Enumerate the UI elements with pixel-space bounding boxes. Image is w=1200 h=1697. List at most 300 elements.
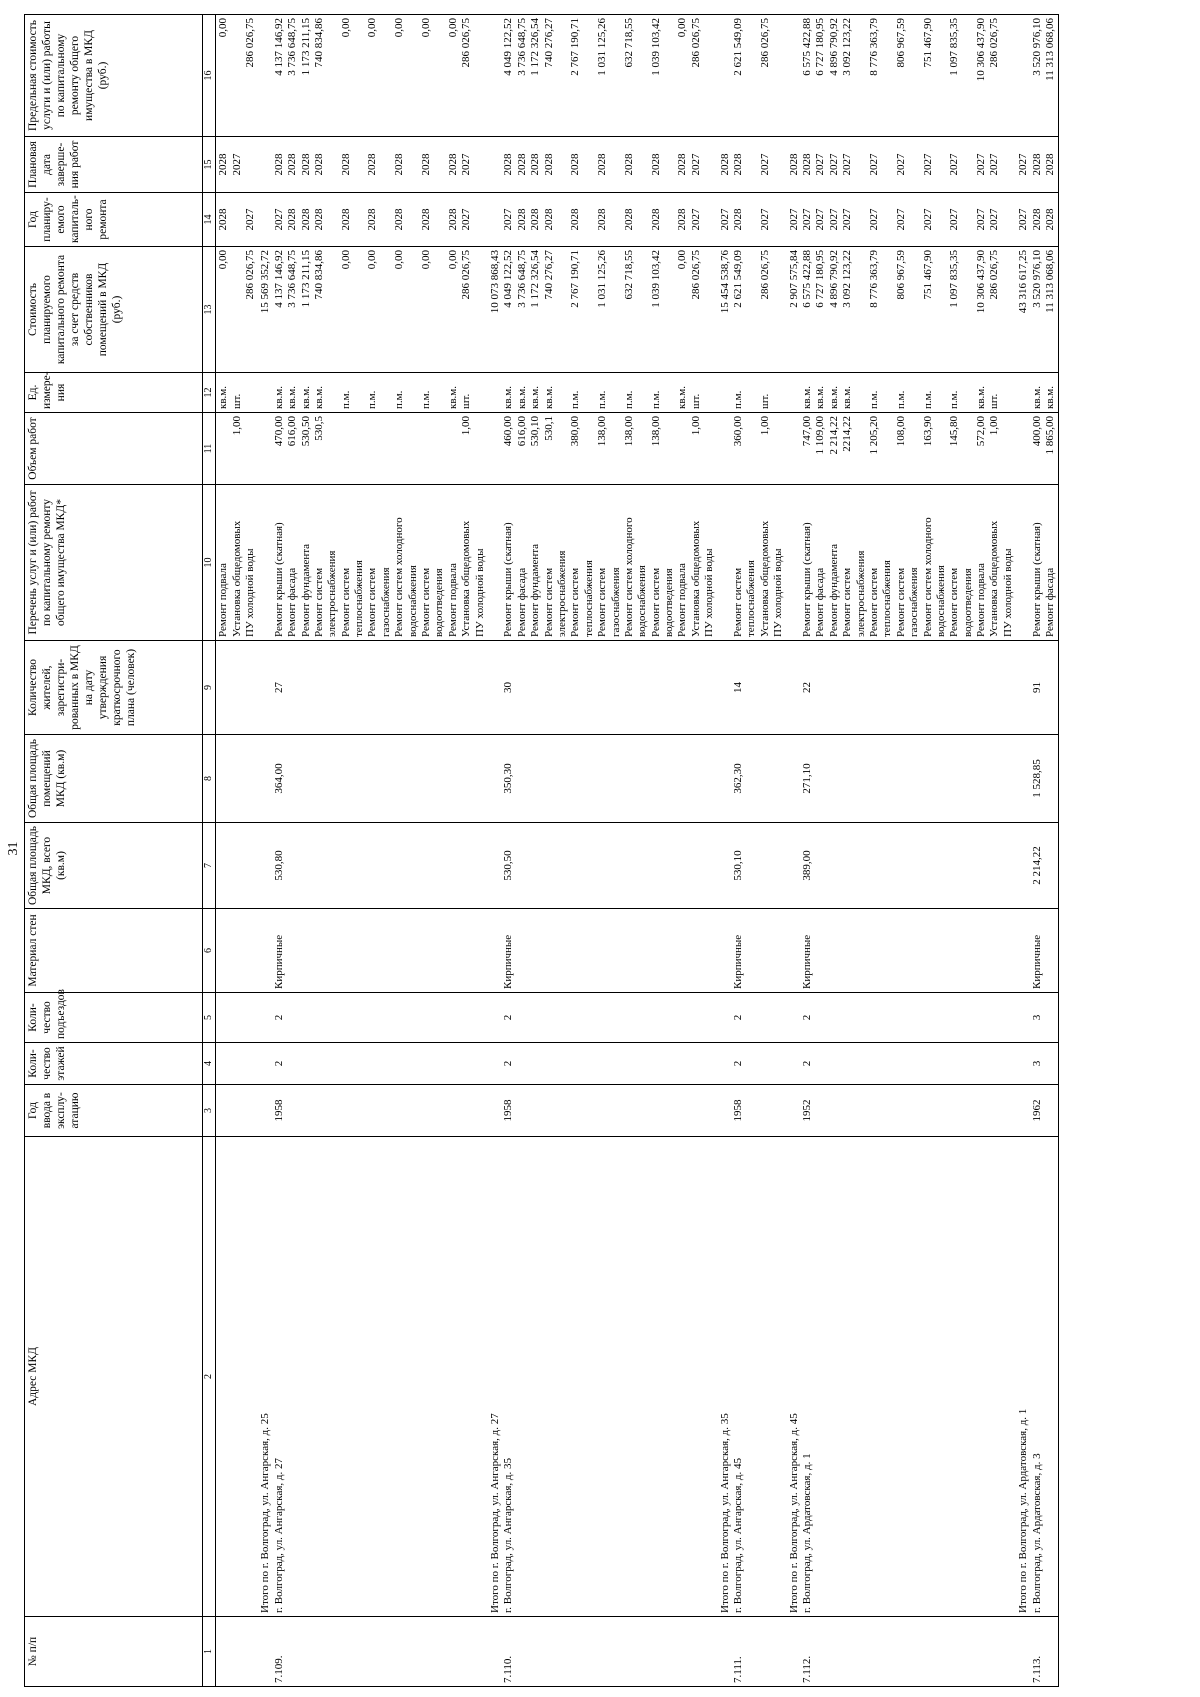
build-year-line xyxy=(407,1088,420,1133)
build-year-line xyxy=(650,1088,663,1133)
work-volume: 1 865,00 xyxy=(1044,416,1057,455)
planned-cost: 0,00 xyxy=(676,250,689,270)
repair-year xyxy=(489,196,502,243)
work-item: Ремонт систем xyxy=(841,567,854,637)
residents-cell xyxy=(216,641,259,735)
column-header: Год планиру-емого капиталь-ного ремонта xyxy=(25,193,203,247)
residents-line xyxy=(948,644,961,731)
work-volume: 530,1 xyxy=(542,416,555,441)
repair-year: 2027 xyxy=(841,208,854,231)
repair-year: 2028 xyxy=(366,208,379,231)
completion-year: 2028 xyxy=(502,153,515,176)
max-cost: 740 834,86 xyxy=(312,18,325,68)
repair-year-cell xyxy=(787,193,1017,247)
completion-year: 2028 xyxy=(622,153,635,176)
completion-year: 2028 xyxy=(529,153,542,176)
row-number-line xyxy=(772,1620,785,1683)
premises-area-line xyxy=(935,738,948,819)
floors-cell xyxy=(1016,1043,1059,1085)
column-number: 5 xyxy=(203,993,216,1043)
premises-area-line xyxy=(962,738,975,819)
work-item: Ремонт систем xyxy=(732,567,745,637)
max-cost: 2 621 549,09 xyxy=(732,18,745,76)
row-number-line xyxy=(935,1620,948,1683)
planned-cost xyxy=(231,250,244,369)
max-cost: 4 137 146,92 xyxy=(272,18,285,76)
build-year-line xyxy=(583,1088,596,1133)
premises-area-line xyxy=(569,738,582,819)
work-item: Ремонт крыши (скатная) xyxy=(502,522,515,637)
build-year-line xyxy=(841,1088,854,1133)
floors-line xyxy=(868,1046,881,1081)
build-year-line xyxy=(313,1088,326,1133)
total-area-line xyxy=(1044,826,1057,905)
row-number-line xyxy=(244,1620,257,1683)
total-area-line xyxy=(922,826,935,905)
premises-area-line xyxy=(353,738,366,819)
wall-material-line xyxy=(948,912,961,989)
wall-material-line xyxy=(663,912,676,989)
entrances-line: 2 xyxy=(272,1014,285,1021)
total-area-line xyxy=(962,826,975,905)
completion-year-cell xyxy=(1016,137,1059,193)
premises-area-line xyxy=(340,738,353,819)
premises-area-cell xyxy=(258,735,488,823)
repair-year: 2027 xyxy=(758,208,771,231)
premises-area-line xyxy=(828,738,841,819)
total-area-line xyxy=(908,826,921,905)
work-unit: кв.м. xyxy=(1044,386,1057,409)
max-cost xyxy=(772,18,785,133)
wall-material-cell xyxy=(258,909,488,993)
max-cost xyxy=(259,18,272,133)
premises-area-line xyxy=(366,738,379,819)
entrances-line xyxy=(529,996,542,1039)
work-volume xyxy=(1017,416,1030,481)
row-number-line xyxy=(366,1620,379,1683)
max-cost-cell xyxy=(488,15,718,137)
premises-area-line: 364,00 xyxy=(272,763,285,794)
planned-cost: 1 039 103,42 xyxy=(649,250,662,308)
work-volume: 2214,22 xyxy=(841,416,854,452)
work-unit xyxy=(610,376,623,409)
floors-line xyxy=(489,1046,502,1081)
floors-line xyxy=(841,1046,854,1081)
planned-cost: 1 097 835,35 xyxy=(948,250,961,308)
planned-cost xyxy=(326,250,339,369)
completion-year: 2027 xyxy=(814,153,827,176)
max-cost: 3 736 648,75 xyxy=(286,18,299,76)
premises-area-line xyxy=(433,738,446,819)
work-item: Установка общедомовых xyxy=(460,520,473,637)
work-volume xyxy=(745,416,758,481)
row-number-line xyxy=(828,1620,841,1683)
planned-cost xyxy=(703,250,716,369)
build-year-cell xyxy=(787,1085,1017,1137)
total-area-line xyxy=(975,826,988,905)
work-item xyxy=(719,488,732,637)
repair-plan-table xyxy=(24,14,1059,1687)
wall-material-line: Кирпичные xyxy=(800,934,813,989)
residents-line xyxy=(745,644,758,731)
repair-year: 2028 xyxy=(515,208,528,231)
wall-material-line xyxy=(759,912,772,989)
work-unit xyxy=(855,376,868,409)
residents-line xyxy=(460,644,473,731)
work-unit xyxy=(380,376,393,409)
column-header: Коли-чество подъездов xyxy=(25,993,203,1043)
entrances-line xyxy=(583,996,596,1039)
table-body xyxy=(216,15,1059,1687)
total-area-cell xyxy=(216,823,259,909)
completion-year-cell xyxy=(488,137,718,193)
work-item: газоснабжения xyxy=(609,567,622,637)
planned-cost: 6 727 180,95 xyxy=(814,250,827,308)
completion-year xyxy=(583,140,596,189)
work-unit: кв.м. xyxy=(272,386,285,409)
total-area-line xyxy=(259,826,272,905)
max-cost: 1 097 835,35 xyxy=(948,18,961,76)
completion-year: 2027 xyxy=(689,153,702,176)
floors-line xyxy=(759,1046,772,1081)
work-volume: 530,50 xyxy=(299,416,312,447)
planned-cost xyxy=(610,250,623,369)
residents-line xyxy=(610,644,623,731)
repair-year xyxy=(703,196,716,243)
column-header: Объем работ xyxy=(25,413,203,485)
floors-line xyxy=(340,1046,353,1081)
premises-area-line xyxy=(1044,738,1057,819)
premises-area-line xyxy=(326,738,339,819)
repair-year xyxy=(855,196,868,243)
wall-material-line xyxy=(610,912,623,989)
work-item: Ремонт фасада xyxy=(1044,567,1057,637)
work-unit: п.м. xyxy=(420,390,433,409)
wall-material-cell xyxy=(216,909,259,993)
work-item: Ремонт фундамента xyxy=(529,543,542,637)
work-volume: 1,00 xyxy=(988,416,1001,436)
work-unit xyxy=(719,376,732,409)
entrances-line xyxy=(772,996,785,1039)
completion-year: 2028 xyxy=(420,153,433,176)
entrances-line xyxy=(759,996,772,1039)
total-area-line xyxy=(650,826,663,905)
planned-cost: 4 896 790,92 xyxy=(827,250,840,308)
floors-line xyxy=(516,1046,529,1081)
residents-line: 91 xyxy=(1030,682,1043,693)
planned-cost: 10 073 868,43 xyxy=(489,250,501,314)
max-cost: 10 306 437,90 xyxy=(975,18,988,82)
repair-year xyxy=(610,196,623,243)
residents-line xyxy=(543,644,556,731)
wall-material-line xyxy=(353,912,366,989)
work-volume xyxy=(433,416,446,481)
work-item: Ремонт крыши (скатная) xyxy=(272,522,285,637)
repair-year xyxy=(1002,196,1015,243)
wall-material-line xyxy=(583,912,596,989)
wall-material-line xyxy=(908,912,921,989)
total-area-line xyxy=(380,826,393,905)
work-unit-cell xyxy=(488,373,718,413)
total-area-cell xyxy=(787,823,1017,909)
completion-year xyxy=(489,140,502,189)
entrances-line xyxy=(596,996,609,1039)
work-volume xyxy=(393,416,406,481)
residents-line xyxy=(690,644,703,731)
entrances-line xyxy=(962,996,975,1039)
completion-year xyxy=(855,140,868,189)
work-unit xyxy=(583,376,596,409)
residents-line xyxy=(828,644,841,731)
column-header: Общая площадь МКД, всего (кв.м) xyxy=(25,823,203,909)
work-volume-cell xyxy=(258,413,488,485)
max-cost xyxy=(663,18,676,133)
floors-line xyxy=(326,1046,339,1081)
work-volume xyxy=(340,416,353,481)
work-item: теплоснабжения xyxy=(582,560,595,637)
max-cost xyxy=(962,18,975,133)
entrances-line xyxy=(393,996,406,1039)
work-item: электроснабжения xyxy=(326,550,339,637)
work-item: газоснабжения xyxy=(908,567,921,637)
work-unit: п.м. xyxy=(649,390,662,409)
page-number: 31 xyxy=(6,841,21,856)
build-year-line xyxy=(663,1088,676,1133)
work-item-cell xyxy=(1016,485,1059,641)
wall-material-line xyxy=(569,912,582,989)
work-unit: п.м. xyxy=(867,390,880,409)
premises-area-cell xyxy=(488,735,718,823)
entrances-line xyxy=(516,996,529,1039)
residents-cell xyxy=(1016,641,1059,735)
max-cost xyxy=(583,18,596,133)
work-volume xyxy=(703,416,716,481)
entrances-line: 2 xyxy=(800,1014,813,1021)
premises-area-line xyxy=(908,738,921,819)
max-cost xyxy=(474,18,487,133)
completion-year: 2027 xyxy=(988,153,1001,176)
max-cost xyxy=(636,18,649,133)
completion-year xyxy=(772,140,785,189)
repair-year: 2027 xyxy=(975,208,988,231)
floors-line xyxy=(286,1046,299,1081)
build-year-line xyxy=(788,1088,801,1133)
planned-cost: 1 173 211,15 xyxy=(299,250,312,308)
residents-line xyxy=(596,644,609,731)
build-year-line xyxy=(474,1088,487,1133)
total-area-line xyxy=(814,826,827,905)
column-number: 4 xyxy=(203,1043,216,1085)
entrances-line xyxy=(326,996,339,1039)
floors-line xyxy=(719,1046,732,1081)
planned-cost: 3 736 648,75 xyxy=(515,250,528,308)
work-volume xyxy=(447,416,460,481)
max-cost-cell xyxy=(258,15,488,137)
build-year-line xyxy=(636,1088,649,1133)
repair-year: 2028 xyxy=(622,208,635,231)
work-volume xyxy=(663,416,676,481)
max-cost: 1 039 103,42 xyxy=(649,18,662,76)
planned-cost: 4 049 122,52 xyxy=(502,250,515,308)
work-volume xyxy=(855,416,868,481)
premises-area-line xyxy=(772,738,785,819)
work-volume-cell xyxy=(1016,413,1059,485)
premises-area-line xyxy=(529,738,542,819)
wall-material-line xyxy=(489,912,502,989)
entrances-line xyxy=(703,996,716,1039)
total-area-line xyxy=(690,826,703,905)
max-cost: 286 026,75 xyxy=(758,18,771,68)
work-volume: 163,90 xyxy=(921,416,934,447)
build-year-line xyxy=(881,1088,894,1133)
planned-cost-cell xyxy=(488,247,718,373)
repair-year: 2027 xyxy=(787,208,800,231)
work-item: Установка общедомовых xyxy=(689,520,702,637)
total-area-line xyxy=(489,826,502,905)
total-area-line: 530,50 xyxy=(502,850,515,881)
work-item-cell xyxy=(216,485,259,641)
work-unit: шт. xyxy=(758,393,771,409)
total-area-line: 530,80 xyxy=(272,850,285,881)
address-line: Итого по г. Волгоград, ул. Ангарская, д. 35 xyxy=(718,1413,731,1613)
entrances-line xyxy=(300,996,313,1039)
address-line: Итого по г. Волгоград, ул. Ардатовская, д. 1 xyxy=(1017,1408,1030,1613)
repair-year: 2028 xyxy=(1044,208,1057,231)
total-area-line xyxy=(788,826,801,905)
max-cost xyxy=(855,18,868,133)
premises-area-line xyxy=(474,738,487,819)
address-cell xyxy=(718,1137,787,1617)
completion-year: 2028 xyxy=(649,153,662,176)
wall-material-line xyxy=(326,912,339,989)
work-volume: 108,00 xyxy=(894,416,907,447)
row-number-line xyxy=(340,1620,353,1683)
work-volume: 530,10 xyxy=(529,416,542,447)
repair-year: 2027 xyxy=(827,208,840,231)
completion-year: 2027 xyxy=(921,153,934,176)
residents-line xyxy=(420,644,433,731)
max-cost: 6 727 180,95 xyxy=(814,18,827,76)
work-unit xyxy=(556,376,569,409)
total-area-line xyxy=(719,826,732,905)
max-cost xyxy=(407,18,420,133)
total-area-line xyxy=(855,826,868,905)
residents-line xyxy=(1017,644,1030,731)
max-cost: 0,00 xyxy=(339,18,352,38)
floors-line xyxy=(543,1046,556,1081)
floors-line: 2 xyxy=(272,1060,285,1067)
repair-year xyxy=(583,196,596,243)
floors-line: 3 xyxy=(1030,1060,1043,1067)
total-area-line xyxy=(244,826,257,905)
column-header: Стоимость планируемого капитального ремонта за счет средств собственников помещений в МКД (руб.) xyxy=(25,247,203,373)
build-year-line xyxy=(420,1088,433,1133)
premises-area-line xyxy=(543,738,556,819)
row-number-line xyxy=(745,1620,758,1683)
residents-line xyxy=(663,644,676,731)
max-cost xyxy=(719,18,732,133)
wall-material-line xyxy=(962,912,975,989)
work-unit xyxy=(745,376,758,409)
row-number-line xyxy=(788,1620,801,1683)
work-volume: 138,00 xyxy=(596,416,609,447)
total-area-line xyxy=(663,826,676,905)
wall-material-line xyxy=(300,912,313,989)
wall-material-line xyxy=(868,912,881,989)
build-year-line: 1952 xyxy=(800,1099,813,1122)
work-volume-cell xyxy=(787,413,1017,485)
work-item: Ремонт систем xyxy=(596,567,609,637)
residents-line xyxy=(962,644,975,731)
work-item xyxy=(489,488,502,637)
entrances-line xyxy=(460,996,473,1039)
floors-line xyxy=(569,1046,582,1081)
column-number: 10 xyxy=(203,485,216,641)
residents-line xyxy=(489,644,502,731)
planned-cost xyxy=(353,250,366,369)
work-unit: кв.м. xyxy=(542,386,555,409)
entrances-line xyxy=(353,996,366,1039)
floors-line xyxy=(447,1046,460,1081)
repair-year xyxy=(745,196,758,243)
work-item: Ремонт систем xyxy=(569,567,582,637)
wall-material-line xyxy=(217,912,230,989)
column-number: 16 xyxy=(203,15,216,137)
floors-line xyxy=(1017,1046,1030,1081)
max-cost: 1 031 125,26 xyxy=(596,18,609,76)
column-header: Адрес МКД xyxy=(25,1137,203,1617)
build-year-line xyxy=(1017,1088,1030,1133)
work-volume xyxy=(259,416,272,481)
row-number-line xyxy=(895,1620,908,1683)
total-area-line xyxy=(447,826,460,905)
repair-year xyxy=(231,196,244,243)
entrances-cell xyxy=(216,993,259,1043)
residents-line xyxy=(516,644,529,731)
planned-cost: 0,00 xyxy=(366,250,379,270)
wall-material-line xyxy=(460,912,473,989)
wall-material-line xyxy=(516,912,529,989)
work-volume xyxy=(326,416,339,481)
repair-year: 2028 xyxy=(542,208,555,231)
work-unit: кв.м. xyxy=(827,386,840,409)
entrances-cell xyxy=(718,993,787,1043)
address-line: г. Волгоград, ул. Ардатовская, д. 3 xyxy=(1030,1453,1043,1613)
work-volume xyxy=(366,416,379,481)
work-volume: 460,00 xyxy=(502,416,515,447)
wall-material-line xyxy=(1044,912,1057,989)
build-year-line xyxy=(828,1088,841,1133)
build-year-line xyxy=(340,1088,353,1133)
wall-material-line: Кирпичные xyxy=(272,934,285,989)
work-item: Установка общедомовых xyxy=(988,520,1001,637)
planned-cost: 740 834,86 xyxy=(312,250,325,300)
completion-year xyxy=(259,140,272,189)
total-area-line xyxy=(583,826,596,905)
completion-year-cell xyxy=(258,137,488,193)
max-cost: 740 276,27 xyxy=(542,18,555,68)
completion-year: 2027 xyxy=(948,153,961,176)
completion-year xyxy=(663,140,676,189)
floors-line xyxy=(690,1046,703,1081)
work-unit: п.м. xyxy=(393,390,406,409)
column-header: Ед. измере-ния xyxy=(25,373,203,413)
max-cost: 286 026,75 xyxy=(988,18,1001,68)
premises-area-line xyxy=(489,738,502,819)
premises-area-line xyxy=(231,738,244,819)
total-area-line: 2 214,22 xyxy=(1030,846,1043,885)
work-unit: п.м. xyxy=(569,390,582,409)
